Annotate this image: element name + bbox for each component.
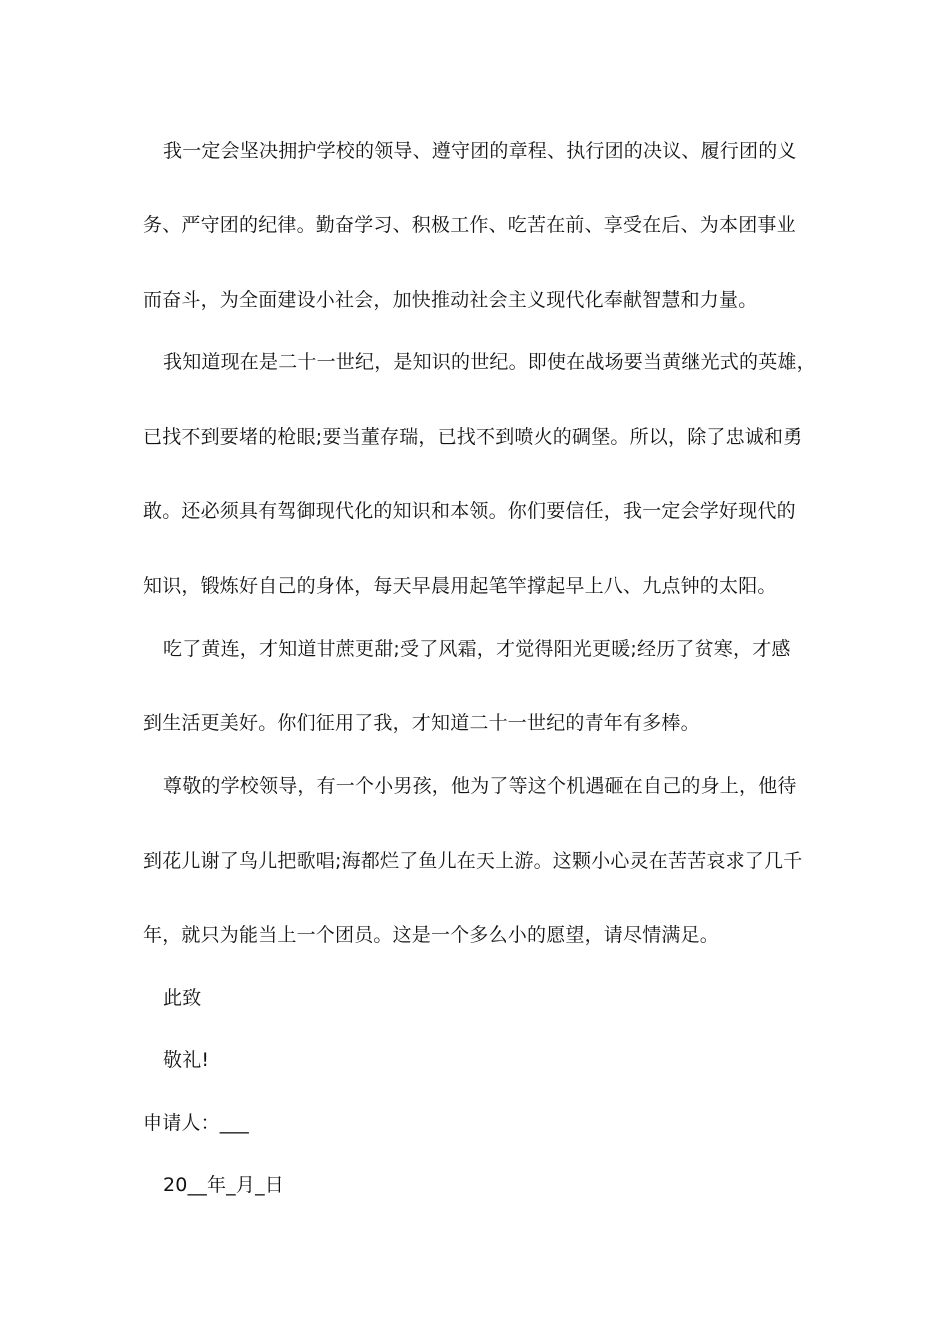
- paragraph-4-line-3: 年，就只为能当上一个团员。这是一个多么小的愿望，请尽情满足。: [143, 924, 720, 946]
- paragraph-2-line-3: 敢。还必须具有驾御现代化的知识和本领。你们要信任，我一定会学好现代的: [143, 500, 796, 522]
- paragraph-1-line-3: 而奋斗，为全面建设小社会，加快推动社会主义现代化奉献智慧和力量。: [143, 289, 758, 311]
- paragraph-3-line-1: 吃了黄连，才知道甘蔗更甜;受了风霜，才觉得阳光更暖;经历了贫寒，才感: [163, 638, 791, 660]
- paragraph-2-line-4: 知识，锻炼好自己的身体，每天早晨用起笔竿撑起早上八、九点钟的太阳。: [143, 575, 777, 597]
- applicant-label: 申请人：___: [143, 1112, 249, 1134]
- date-line: 20__年_月_日: [163, 1174, 284, 1196]
- paragraph-1-line-1: 我一定会坚决拥护学校的领导、遵守团的章程、执行团的决议、履行团的义: [163, 140, 797, 162]
- paragraph-2-line-2: 已找不到要堵的枪眼;要当董存瑞，已找不到喷火的碉堡。所以，除了忠诚和勇: [143, 426, 803, 448]
- paragraph-2-line-1: 我知道现在是二十一世纪，是知识的世纪。即使在战场要当黄继光式的英雄，: [163, 351, 816, 373]
- paragraph-3-line-2: 到生活更美好。你们征用了我，才知道二十一世纪的青年有多棒。: [143, 712, 700, 734]
- paragraph-4-line-2: 到花儿谢了鸟儿把歌唱;海都烂了鱼儿在天上游。这颗小心灵在苦苦哀求了几千: [143, 850, 803, 872]
- closing-salutation: 此致: [163, 987, 202, 1009]
- closing-respect: 敬礼!: [163, 1049, 210, 1071]
- paragraph-4-line-1: 尊敬的学校领导，有一个小男孩，他为了等这个机遇砸在自己的身上，他待: [163, 775, 797, 797]
- paragraph-1-line-2: 务、严守团的纪律。勤奋学习、积极工作、吃苦在前、享受在后、为本团事业: [143, 214, 796, 236]
